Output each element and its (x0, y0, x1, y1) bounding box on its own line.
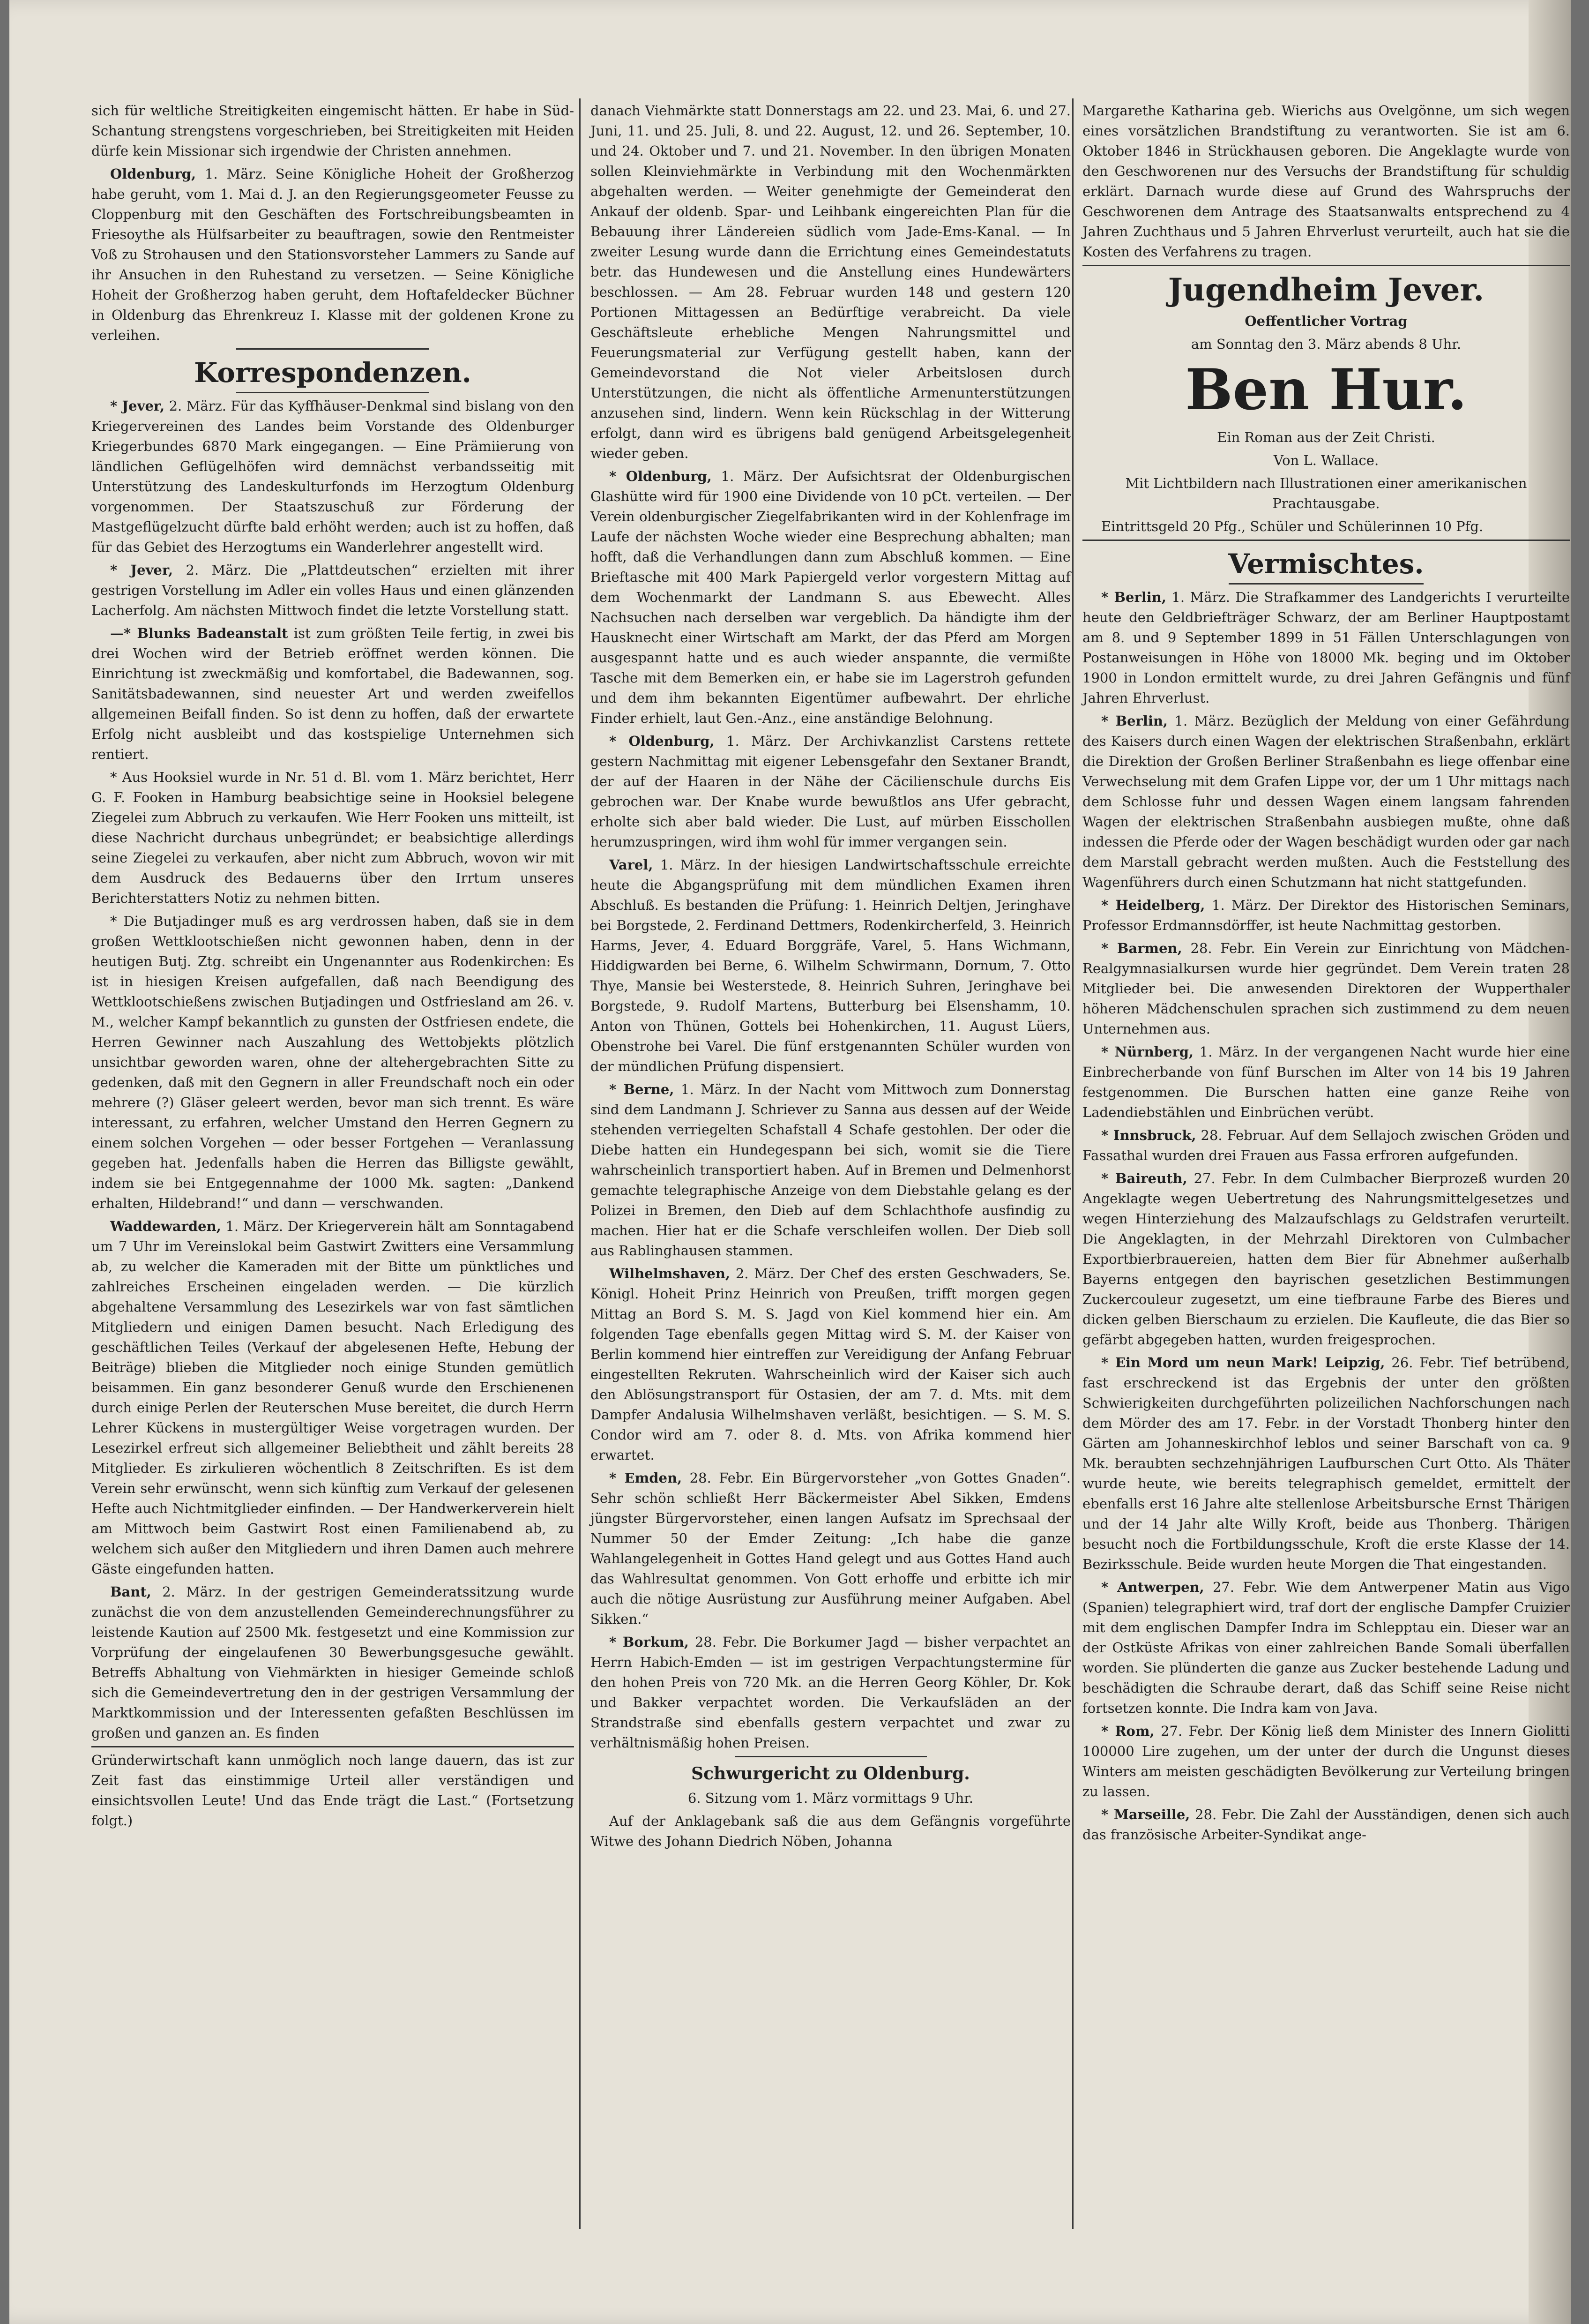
article-location: * Emden, (609, 1470, 682, 1486)
article-text: * Die Butjadinger muß es arg verdrossen haben, daß sie in dem großen Wettklootschießen nicht gewonnen haben, denn in der heutigen Butj. Ztg. schreibt ein Ungenannter aus Rodenkirchen: Es ist in hiesigen Kreisen aufgefallen, daß nach Beendigung des Wettklootschießens zwischen Butjadingen und Ostfriesland am 26. v. M., welcher Kampf bekanntlich zu gunsten der Ostfriesen endete, die Herren Gewinner nach Auszahlung des Wettobjekts plötzlich unsichtbar geworden waren, ohne der altehergebrachten Sitte zu gedenken, daß mit den Gegnern in aller Freundschaft noch ein oder mehrere (?) Gläser geleert werden, bevor man sich trennt. Es wäre interessant, zu erfahren, welcher Umstand den Herren Gegnern zu einem solchen Vorgehen — oder besser Fortgehen — Veranlassung gegeben hat. Jedenfalls haben die Herren das Billigste gewählt, indem sie bei Entgegennahme der 1000 Mk. sagten: „Dankend erhalten, Hildebrand!“ und dann — verschwanden. (91, 913, 574, 1211)
article-location: * Berlin, (1101, 713, 1168, 729)
column-3 (1082, 101, 1570, 2234)
section-heading-vermischtes: Vermischtes. (1228, 548, 1424, 580)
article (590, 1468, 1071, 1629)
separator-rule (236, 348, 429, 350)
article-location: * Baireuth, (1101, 1170, 1187, 1186)
article (91, 396, 574, 557)
ad-line: Mit Lichtbildern nach Illustrationen einer amerikanischen Prachtausgabe. (1125, 475, 1527, 511)
article-text: 27. Febr. In dem Culmbacher Bierprozeß wurden 20 Angeklagte wegen Uebertretung des Nahrungsmittelgesetzes und wegen Hinterziehung des Malzaufschlags zu Geldstrafen verurteilt. Die Angeklagten, in der Mehrzahl Direktoren von Culmbacher Exportbierbrauereien, hatten dem Bier für Abnehmer außerhalb Bayerns entgegen den bayrischen gesetzlichen Bestimmungen Zuckercouleur zugesetzt, um eine tiefbraune Farbe des Bieres und dicken gelben Bierschaum zu erzielen. Die Kaufleute, die das Bier so gefärbt abgegeben hatten, wurden freigesprochen. (1082, 1170, 1570, 1348)
article-text: 28. Febr. Die Borkumer Jagd — bisher verpachtet an Herrn Habich-Emden — ist im gestrigen Verpachtungstermine für den hohen Preis von 720 Mk. an die Herren Georg Köhler, Dr. Kok und Bakker verpachtet worden. Die Verkaufsläden an der Strandstraße sind ebenfalls gestern verpachtet und zwar zu verhältnismäßig hohen Preisen. (590, 1634, 1071, 1751)
article (91, 560, 574, 621)
separator-rule (1082, 265, 1570, 266)
article-location: * Marseille, (1101, 1807, 1190, 1822)
article (91, 1216, 574, 1579)
article-text: danach Viehmärkte statt Donnerstags am 22. und 23. Mai, 6. und 27. Juni, 11. und 25. Juli, 8. und 22. August, 12. und 26. September, 10. und 24. Oktober und 7. und 21. November. In den übrigen Monaten sollen Kleinviehmärkte in Verbindung mit den Wochenmärkten abgehalten werden. — Weiter genehmigte der Gemeinderat den Ankauf der oldenb. Spar- und Leihbank eingereichten Plan für die Bebauung ihrer Ländereien südlich vom Jade-Ems-Kanal. — In zweiter Lesung wurde dann die Errichtung eines Gemeindestatuts betr. das Hundewesen und die Anstellung eines Hundewärters beschlossen. — Am 28. Februar wurden 148 und gestern 120 Portionen Mittagessen an Bedürftige verabreicht. Da viele Geschäftsleute erhebliche Mengen Nahrungsmittel und Feuerungsmaterial zur Verfügung gestellt haben, kann der Gemeindevorstand die Not vieler Arbeitslosen durch Unterstützungen, die nicht als öffentliche Armenunterstützungen anzusehen sind, lindern. Wenn kein Rückschlag in der Witterung erfolgt, dann wird es übrigens bald genügend Arbeitsgelegenheit wieder geben. (590, 103, 1071, 461)
article-text: 28. Febr. Die Zahl der Ausständigen, denen sich auch das französische Arbeiter-Syndikat ange- (1082, 1807, 1570, 1843)
article-location: * Innsbruck, (1101, 1127, 1196, 1143)
column-2 (590, 101, 1071, 2116)
article-location: * Oldenburg, (609, 733, 715, 749)
article (1082, 1169, 1570, 1350)
article (1082, 1577, 1570, 1718)
article (1082, 1721, 1570, 1802)
article-text: Margarethe Katharina geb. Wierichs aus Ovelgönne, um sich wegen eines vorsätzlichen Brandstiftung zu verantworten. Sie ist am 6. Oktober 1846 in Strückhausen geboren. Die Angeklagte wurde von den Geschworenen nur des Versuchs der Brandstiftung für schuldig erklärt. Darnach wurde diese auf Grund des Wahrspruchs der Geschworenen dem Antrage des Staatsanwalts entsprechend zu 4 Jahren Zuchthaus und 5 Jahren Ehrverlust verurteilt, auch hat sie die Kosten des Verfahrens zu tragen. (1082, 103, 1570, 260)
article (91, 623, 574, 765)
article-text: 1. März. In der hiesigen Landwirtschaftsschule erreichte heute die Abgangsprüfung mit dem mündlichen Examen ihren Abschluß. Es bestanden die Prüfung: 1. Heinrich Deltjen, Jeringhave bei Borgstede, 2. Ferdinand Dettmers, Rodenkircherfeld, 3. Heinrich Harms, Jever, 4. Eduard Borggräfe, Varel, 5. Hans Wichmann, Hiddigwarden bei Berne, 6. Wilhelm Schwirmann, Dornum, 7. Otto Thye, Mansie bei Westerstede, 8. Heinrich Suhren, Jeringhave bei Borgstede, 9. Rudolf Martens, Butterburg bei Elsenshamm, 10. Anton von Thünen, Gottels bei Hohenkirchen, 11. August Lüers, Obenstrohe bei Varel. Die fünf erstgenannten Schüler wurden von der mündlichen Prüfung dispensiert. (590, 857, 1071, 1074)
article (1082, 587, 1570, 708)
article (1082, 1042, 1570, 1123)
column-divider (1072, 98, 1074, 2229)
article-location: * Borkum, (609, 1634, 689, 1650)
article-text: 1. März. Bezüglich der Meldung von einer Gefährdung des Kaisers durch einen Wagen der elektrischen Straßenbahn, erklärt die Direktion der Großen Berliner Straßenbahn es liege offenbar eine Verwechselung mit dem Grafen Lippe vor, der um 1 Uhr mittags nach dem Schlosse fuhr und dessen Wagen einem langsam fahrenden Wagen der elektrischen Straßenbahn ausbiegen mußte, ohne daß indessen die Pferde oder der Wagen beschädigt wurden oder gar nach dem Marstall gebracht werden mußten. Auch die Feststellung des Wagenführers durch einen Schutzmann hat nicht stattgefunden. (1082, 713, 1570, 890)
section-heading-korrespondenzen: Korrespondenzen. (194, 357, 471, 389)
section-heading-schwurgericht: Schwurgericht zu Oldenburg. (691, 1764, 970, 1784)
article (91, 1582, 574, 1743)
article-location: * Rom, (1101, 1723, 1155, 1739)
article-location: * Jever, (110, 562, 173, 578)
ad-date: am Sonntag den 3. März abends 8 Uhr. (1191, 336, 1462, 352)
article (1082, 938, 1570, 1039)
article-location: * Nürnberg, (1101, 1044, 1194, 1060)
article-location: Bant, (110, 1584, 151, 1600)
article-location: * Jever, (110, 398, 165, 414)
article (1082, 711, 1570, 892)
article-text: 1. März. Der Direktor des Historischen Seminars, Professor Erdmannsdörffer, ist heute Nachmittag gestorben. (1082, 897, 1570, 933)
article-location: Wilhelmshaven, (609, 1266, 731, 1282)
article (590, 731, 1071, 852)
article (1082, 1125, 1570, 1166)
article-text: ist zum größten Teile fertig, in zwei bis drei Wochen wird der Betrieb eröffnet werden können. Die Einrichtung ist zweckmäßig und komfortabel, die Badewannen, sog. Sanitätsbadewannen, sind neuester Art und werden zweifellos allgemeinen Beifall finden. So ist denn zu hoffen, daß der erwartete Erfolg nicht ausbleibt und das kostspielige Unternehmen sich rentiert. (91, 625, 574, 762)
article-text: 2. März. In der gestrigen Gemeinderatssitzung wurde zunächst die von dem anzustellenden Gemeinderechnungsführer zu leistende Kaution auf 2500 Mk. festgesetzt und eine Kommission zur Vorprüfung der eingelaufenen 30 Bewerbungsgesuche gewählt. Betreffs Abhaltung von Viehmärkten in hiesiger Gemeinde schloß sich die Gemeindevertretung den in der gestrigen Versammlung der Marktkommission und der Interessenten gefaßten Beschlüssen im großen und ganzen an. Es finden (91, 1584, 574, 1741)
article-text: 1. März. Seine Königliche Hoheit der Großherzog habe geruht, vom 1. Mai d. J. an den Regierungsgeometer Feusse zu Cloppenburg mit den Geschäften des Fortschreibungsbeamten in Friesoythe als Hülfsarbeiter zu beauftragen, sowie den Rentmeister Voß zu Strohausen und den Stationsvorsteher Lammers zu Sande auf ihr Ansuchen in den Ruhestand zu versetzen. — Seine Königliche Hoheit der Großherzog haben geruht, dem Hoftafeldecker Büchner in Oldenburg das Ehrenkreuz I. Klasse mit der goldenen Krone zu verleihen. (91, 166, 574, 343)
article-location: * Berlin, (1101, 589, 1166, 605)
article-text: 1. März. Der Archivkanzlist Carstens rettete gestern Nachmittag mit eigener Lebensgefahr den Sextaner Brandt, der auf der Haaren in der Nähe der Cäcilienschule durchs Eis gebrochen war. Der Knabe wurde bewußtlos ans Ufer gebracht, erholte sich aber bald wieder. Die Lust, auf mürben Eisschollen herumzuspringen, wird ihm wohl für immer vergangen sein. (590, 733, 1071, 850)
article-text: 2. März. Der Chef des ersten Geschwaders, Se. Königl. Hoheit Prinz Heinrich von Preußen, trifft morgen gegen Mittag an Bord S. M. S. Jagd von Kiel kommend hier ein. Am folgenden Tage ebenfalls gegen Mittag wird S. M. der Kaiser von Berlin kommend hier eintreffen zur Vereidigung der Anfang Februar eingestellten Rekruten. Wahrscheinlich wird der Kaiser sich auch den Ablösungstransport für Ostasien, der am 7. d. Mts. mit dem Dampfer Andalusia Wilhelmshaven verläßt, besichtigen. — S. M. S. Condor wird am 7. oder 8. d. Mts. von Afrika kommend hier erwartet. (590, 1266, 1071, 1463)
article-text: 1. März. In der Nacht vom Mittwoch zum Donnerstag sind dem Landmann J. Schriever zu Sanna aus dessen auf der Weide stehenden verriegelten Schafstall 4 Schafe gestohlen. Der oder die Diebe hatten ein Hundegespann bei sich, womit sie die Tiere wahrscheinlich transportiert haben. Auf in Bremen und Delmenhorst gemachte telegraphische Anzeige von dem Diebstahle gelang es der Polizei in Bremen, den Dieb auf dem Schlachthofe ausfindig zu machen. Hier hat er die Schafe verschleifen wollen. Der Dieb soll aus Rablinghausen stammen. (590, 1081, 1071, 1259)
article (91, 164, 574, 345)
newspaper-page (9, 0, 1571, 2324)
article (590, 1080, 1071, 1261)
article (590, 466, 1071, 728)
ad-title: Jugendheim Jever. (1168, 271, 1485, 308)
article-text: 1. März. Der Aufsichtsrat der Oldenburgischen Glashütte wird für 1900 eine Dividende von 10 pCt. verteilen. — Der Verein oldenburgischer Ziegelfabrikanten wird in der Kohlenfrage im Laufe der nächsten Woche wieder eine Besprechung abhalten; man hofft, daß die Verhandlungen dann zum Abschluß kommen. — Eine Brieftasche mit 400 Mark Papiergeld verlor vorgestern Mittag auf dem Wochenmarkt der Landmann S. aus Ebewecht. Alles Nachsuchen nach derselben war vergeblich. Da händigte ihm der Hausknecht einer Wirtschaft am Markt, der das Pferd am Morgen ausgespannt hatte und es auch wieder anspannte, die vermißte Tasche mit dem Bemerken ein, er habe sie im Lagerstroh gefunden und dem ihm bekannten Eigentümer aufbewahrt. Der ehrliche Finder erhielt, laut Gen.-Anz., eine anständige Belohnung. (590, 468, 1071, 726)
article-location: * Berne, (609, 1081, 674, 1097)
article-text: Auf der Anklagebank saß die aus dem Gefängnis vorgeführte Witwe des Johann Diedrich Nöben, Johanna (590, 1813, 1071, 1849)
article (1082, 1805, 1570, 1845)
article-location: Waddewarden, (110, 1218, 221, 1234)
article-location: Varel, (609, 857, 653, 873)
article-text: 27. Febr. Wie dem Antwerpener Matin aus Vigo (Spanien) telegraphiert wird, traf dort der englische Dampfer Cruizier mit dem englischen Dampfer Indra im Schlepptau ein. Dieser war an der Ostküste Afrikas von einer zahlreichen Bande Somali überfallen worden. Sie plünderten die ganze aus Zucker bestehende Ladung und beschädigten die Schraube derart, daß das Schiff seine Reise nicht fortsetzen konnte. Die Indra kam von Java. (1082, 1579, 1570, 1716)
article (590, 1632, 1071, 1753)
separator-rule (1229, 583, 1424, 585)
article-location: * Heidelberg, (1101, 897, 1205, 913)
column-divider (579, 98, 581, 2229)
article-text: 27. Febr. Der König ließ dem Minister des Innern Giolitti 100000 Lire zugehen, um der unter der durch die Ungunst dieses Winters am meisten geschädigten Bevölkerung zur Verteilung bringen zu lassen. (1082, 1723, 1570, 1799)
article-text: Gründerwirtschaft kann unmöglich noch lange dauern, das ist zur Zeit fast das einstimmige Urteil aller verständigen und einsichtsvollen Leute! Und das Ende trägt die Last.“ (Fortsetzung folgt.) (91, 1752, 574, 1829)
article-text: 28. Febr. Ein Verein zur Einrichtung von Mädchen-Realgymnasialkursen wurde hier gegründet. Dem Verein traten 28 Mitglieder bei. Die anwesenden Direktoren der Wupperthaler höheren Mädchenschulen sprachen sich zustimmend zu dem neuen Unternehmen aus. (1082, 940, 1570, 1037)
article-location: * Ein Mord um neun Mark! Leipzig, (1101, 1355, 1385, 1371)
separator-rule (91, 1746, 574, 1747)
article-text: 28. Febr. Ein Bürgervorsteher „von Gottes Gnaden“. Sehr schön schließt Herr Bäckermeister Abel Sikken, Emdens jüngster Bürgervorsteher, einen langen Aufsatz im Sprechsaal der Nummer 50 der Emder Zeitung: „Ich habe die ganze Wahlangelegenheit in Gottes Hand gelegt und aus Gottes Hand auch das Wahlresultat genommen. Von Gott erhoffe und erbitte ich mir auch die nötige Ausrüstung zur Ausführung meiner Aufgaben. Abel Sikken.“ (590, 1470, 1071, 1627)
article (1082, 1353, 1570, 1574)
session-line: 6. Sitzung vom 1. März vormittags 9 Uhr. (687, 1790, 974, 1806)
article-text: 2. März. Die „Plattdeutschen“ erzielten mit ihrer gestrigen Vorstellung im Adler ein volles Haus und einen glänzenden Lacherfolg. Am nächsten Mittwoch findet die letzte Vorstellung statt. (91, 562, 574, 618)
article-text: 1. März. Die Strafkammer des Landgerichts I verurteilte heute den Geldbriefträger Schwarz, der am Berliner Hauptpostamt am 8. und 9 September 1899 in 51 Fällen Unterschlagungen von Postanweisungen in Höhe von 18000 Mk. beging und im Oktober 1900 in London ermittelt wurde, zu drei Jahren Gefängnis und fünf Jahren Ehrverlust. (1082, 589, 1570, 706)
ad-line: Eintrittsgeld 20 Pfg., Schüler und Schülerinnen 10 Pfg. (1101, 518, 1484, 534)
article-text: 1. März. In der vergangenen Nacht wurde hier eine Einbrecherbande von fünf Burschen im Alter von 14 bis 19 Jahren festgenommen. Die Burschen hatten eine ganze Reihe von Ladendiebstählen und Einbrüchen verübt. (1082, 1044, 1570, 1120)
article-location: Oldenburg, (110, 166, 196, 182)
separator-rule (735, 1756, 927, 1757)
article-text: 2. März. Für das Kyffhäuser-Denkmal sind bislang von den Kriegervereinen des Landes beim Vorstande des Oldenburger Kriegerbundes 6870 Mark eingegangen. — Eine Prämiierung von ländlichen Geflügelhöfen wird demnächst verbandsseitig mit Unterstützung des Landeskulturfonds im Herzogtum Oldenburg vorgenommen. Der Staatszuschuß zur Förderung der Mastgeflügelzucht dürfte bald erhöht werden; auch ist zu hoffen, daß für das Gebiet des Herzogtums ein Wanderlehrer angestellt wird. (91, 398, 574, 555)
article-location: —* Blunks Badeanstalt (110, 625, 288, 641)
article-text: * Aus Hooksiel wurde in Nr. 51 d. Bl. vom 1. März berichtet, Herr G. F. Fooken in Hamburg beabsichtige seine in Hooksiel belegene Ziegelei zum Abbruch zu verkaufen. Wie Herr Fooken uns mitteilt, ist diese Nachricht durchaus unbegründet; er beabsichtige allerdings seine Ziegelei zu verkaufen, aber nicht zum Abbruch, wovon wir mit dem Ausdruck des Bedauerns über den Irrtum unseres Berichterstatters Notiz zu nehmen bitten. (91, 769, 574, 906)
article-text: 1. März. Der Kriegerverein hält am Sonntagabend um 7 Uhr im Vereinslokal beim Gastwirt Zwitters eine Versammlung ab, zu welcher die Kameraden mit der Bitte um pünktliches und zahlreiches Erscheinen eingeladen werden. — Die kürzlich abgehaltene Versammlung des Lesezirkels war von fast sämtlichen Mitgliedern und einigen Damen besucht. Nach Erledigung des geschäftlichen Teiles (Verkauf der abgelesenen Hefte, Hebung der Beiträge) blieben die Mitglieder noch einige Stunden gemütlich beisammen. Ein ganz besonderer Genuß wurde den Erschienenen durch einige Perlen der Reuterschen Muse bereitet, die durch Herrn Lehrer Kückens in mustergültiger Weise vorgetragen wurden. Der Lesezirkel erfreut sich allgemeiner Beliebtheit und zählt bereits 28 Mitglieder. Es zirkulieren wöchentlich 8 Zeitschriften. Es ist dem Verein sehr erwünscht, wenn sich künftig zum Verkauf der gelesenen Hefte auch Nichtmitglieder einfinden. — Der Handwerkerverein hielt am Mittwoch beim Gastwirt Rost einen Familienabend ab, zu welchem sich außer den Mitgliedern und ihren Damen auch mehrere Gäste eingefunden hatten. (91, 1218, 574, 1577)
separator-rule (1082, 540, 1570, 541)
column-1 (91, 101, 574, 2116)
article-location: * Oldenburg, (609, 468, 712, 484)
article (590, 1264, 1071, 1465)
ad-headline: Ben Hur. (1185, 357, 1467, 423)
separator-rule (236, 392, 429, 393)
article-text: 28. Februar. Auf dem Sellajoch zwischen Gröden und Fassathal wurden drei Frauen aus Fassa erfroren aufgefunden. (1082, 1127, 1570, 1163)
article (590, 855, 1071, 1077)
article-text: sich für weltliche Streitigkeiten eingemischt hätten. Er habe in Süd-Schantung strengstens vorgeschrieben, bei Streitigkeiten mit Heiden dürfe kein Missionar sich irgendwie der Christen annehmen. (91, 103, 574, 159)
ad-line: Von L. Wallace. (1273, 452, 1379, 468)
article-text: 26. Febr. Tief betrübend, fast erschreckend ist das Ergebnis der unter den größten Schwierigkeiten durchgeführten polizeilichen Nachforschungen nach dem Mörder des am 17. Febr. in der Vorstadt Thonberg hinter den Gärten am Johanneskirchhof leblos und seiner Barschaft von ca. 9 Mk. beraubten sechzehnjährigen Laufburschen Curt Otto. Als Thäter wurde heute, wie bereits telegraphisch gemeldet, ermittelt der ebenfalls erst 16 Jahre alte stellenlose Arbeitsbursche Ernst Thärigen und der 14 Jahr alte Willy Kroft, beide aus Thonberg. Thärigen besucht noch die Fortbildungsschule, Kroft die erste Klasse der 14. Bezirksschule. Beide wurden heute Morgen die That eingestanden. (1082, 1355, 1570, 1572)
article (1082, 895, 1570, 936)
article-location: * Antwerpen, (1101, 1579, 1204, 1595)
article-location: * Barmen, (1101, 940, 1182, 956)
ad-line: Ein Roman aus der Zeit Christi. (1217, 429, 1435, 445)
ad-subtitle: Oeffentlicher Vortrag (1245, 313, 1408, 329)
